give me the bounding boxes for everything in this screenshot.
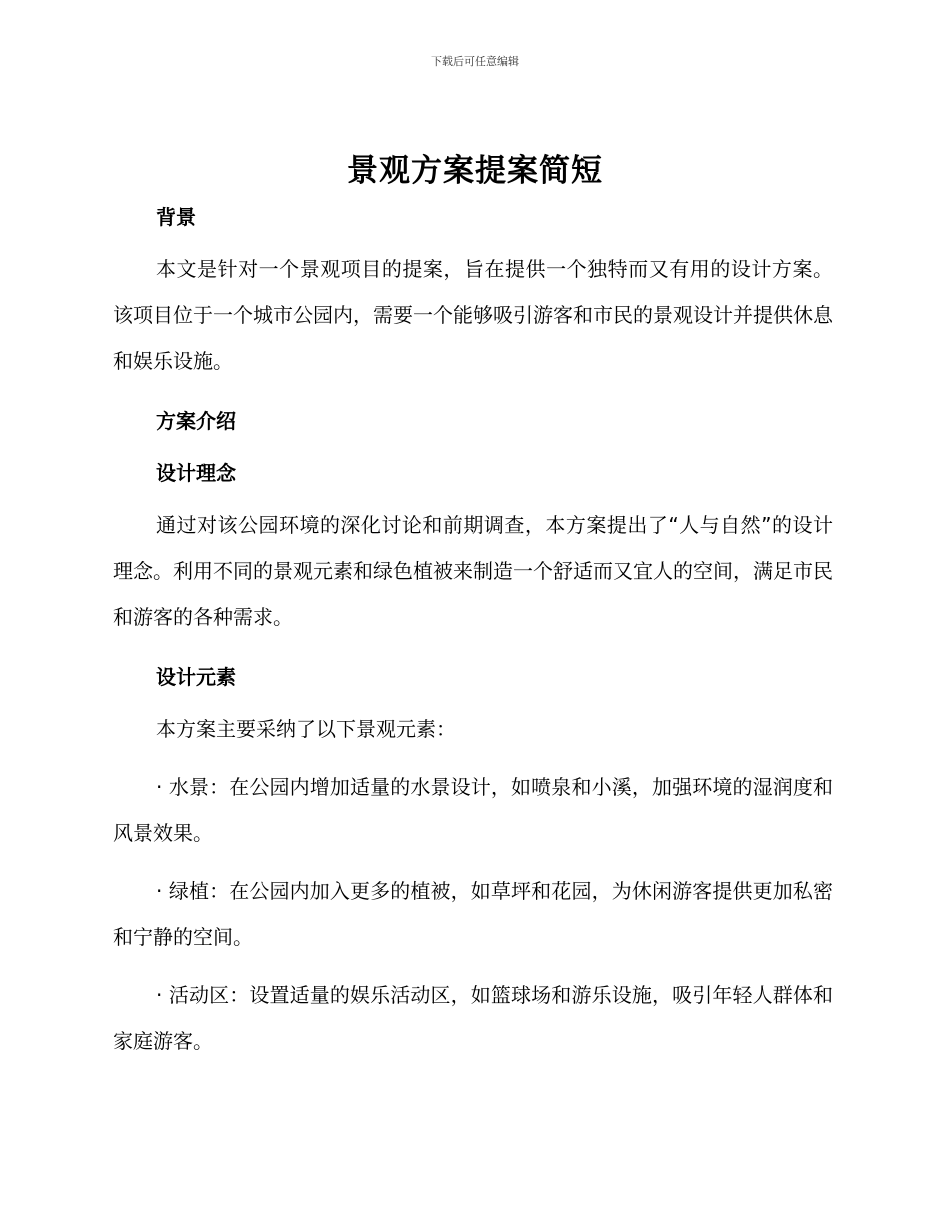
- list-item-greenery: · 绿植：在公园内加入更多的植被，如草坪和花园，为休闲游客提供更加私密和宁静的空间。: [113, 879, 833, 949]
- section-heading-elements: 设计元素: [156, 665, 236, 689]
- list-item-activity-area: · 活动区：设置适量的娱乐活动区，如篮球场和游乐设施，吸引年轻人群体和家庭游客。: [113, 983, 833, 1053]
- header-note: 下载后可任意编辑: [431, 55, 519, 68]
- section-heading-concept: 设计理念: [156, 461, 236, 485]
- section-heading-background: 背景: [156, 205, 196, 229]
- document-title: 景观方案提案简短: [347, 153, 603, 189]
- section-heading-proposal: 方案介绍: [156, 409, 236, 433]
- document-body: [113, 202, 833, 1064]
- list-item-water-feature: · 水景：在公园内增加适量的水景设计，如喷泉和小溪，加强环境的湿润度和风景效果。: [113, 775, 833, 845]
- background-paragraph: 本文是针对一个景观项目的提案，旨在提供一个独特而又有用的设计方案。该项目位于一个城市公园内，需要一个能够吸引游客和市民的景观设计并提供休息和娱乐设施。: [113, 257, 833, 373]
- elements-intro-paragraph: 本方案主要采纳了以下景观元素：: [156, 717, 456, 741]
- concept-paragraph: 通过对该公园环境的深化讨论和前期调查，本方案提出了“人与自然”的设计理念。利用不同的景观元素和绿色植被来制造一个舒适而又宜人的空间，满足市民和游客的各种需求。: [113, 513, 833, 629]
